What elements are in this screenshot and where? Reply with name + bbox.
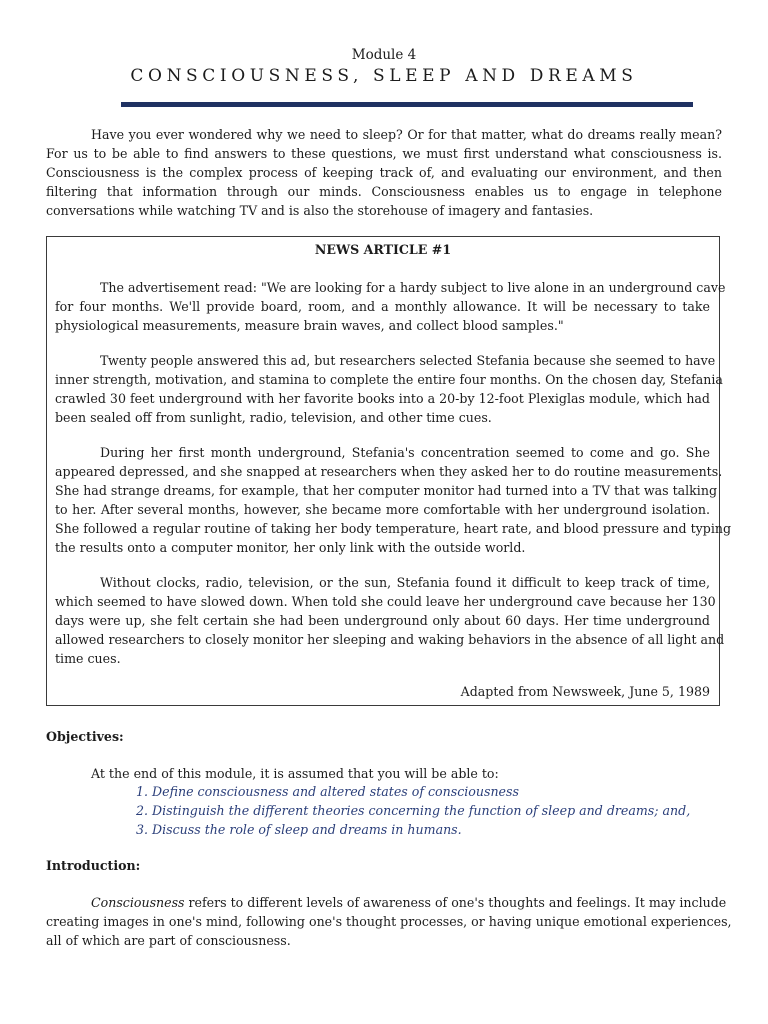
article-line: appeared depressed, and she snapped at researchers when they asked her to do routine measurements. bbox=[55, 464, 723, 479]
article-paragraph-1 bbox=[55, 278, 726, 335]
intro-line: For us to be able to find answers to these questions, we must first understand what consciousness is. bbox=[46, 146, 722, 161]
article-paragraph-2 bbox=[55, 351, 723, 427]
article-line: She followed a regular routine of taking her body temperature, heart rate, and blood pressure and typing bbox=[55, 521, 732, 536]
introduction-paragraph bbox=[46, 893, 732, 950]
module-title: CONSCIOUSNESS, SLEEP AND DREAMS bbox=[130, 66, 638, 86]
intro-line: filtering that information through our minds. Consciousness enables us to engage in telephone bbox=[46, 184, 722, 199]
article-line: allowed researchers to closely monitor her sleeping and waking behaviors in the absence of all light and bbox=[55, 632, 725, 647]
objective-item: 1. Define consciousness and altered states of consciousness bbox=[136, 784, 519, 799]
article-line: Twenty people answered this ad, but researchers selected Stefania because she seemed to have bbox=[100, 353, 716, 368]
intro-line: conversations while watching TV and is also the storehouse of imagery and fantasies. bbox=[46, 203, 594, 218]
objective-item: 3. Discuss the role of sleep and dreams in humans. bbox=[136, 822, 462, 837]
article-line: physiological measurements, measure brain waves, and collect blood samples." bbox=[55, 318, 564, 333]
introduction-line-rest: refers to different levels of awareness of one's thoughts and feelings. It may include bbox=[184, 895, 727, 910]
introduction-heading: Introduction: bbox=[46, 858, 141, 873]
introduction-line bbox=[46, 893, 727, 912]
article-line: She had strange dreams, for example, that her computer monitor had turned into a TV that was talking bbox=[55, 483, 718, 498]
news-article-heading: NEWS ARTICLE #1 bbox=[314, 242, 452, 257]
article-line: been sealed off from sunlight, radio, television, and other time cues. bbox=[55, 410, 492, 425]
article-line: inner strength, motivation, and stamina to complete the entire four months. On the chosen day, Stefania bbox=[55, 372, 723, 387]
article-line: Without clocks, radio, television, or the sun, Stefania found it difficult to keep track of time, bbox=[100, 575, 710, 590]
article-line: During her first month underground, Stefania's concentration seemed to come and go. She bbox=[100, 445, 710, 460]
article-line: crawled 30 feet underground with her favorite books into a 20-by 12-foot Plexiglas module, which had bbox=[55, 391, 710, 406]
article-source: Adapted from Newsweek, June 5, 1989 bbox=[460, 684, 710, 699]
article-paragraph-4 bbox=[55, 573, 725, 668]
objectives-heading: Objectives: bbox=[46, 729, 124, 744]
article-line: days were up, she felt certain she had been underground only about 60 days. Her time underground bbox=[55, 613, 710, 628]
objectives-list bbox=[136, 782, 690, 839]
objective-item: 2. Distinguish the different theories concerning the function of sleep and dreams; and, bbox=[136, 803, 691, 818]
introduction-line: creating images in one's mind, following one's thought processes, or having unique emotional experiences, bbox=[46, 914, 732, 929]
introduction-line: all of which are part of consciousness. bbox=[46, 933, 291, 948]
title-rule bbox=[121, 102, 693, 107]
article-line: time cues. bbox=[55, 651, 121, 666]
article-line: to her. After several months, however, she became more comfortable with her underground isolation. bbox=[55, 502, 710, 517]
module-label: Module 4 bbox=[351, 47, 417, 63]
article-line: the results onto a computer monitor, her only link with the outside world. bbox=[55, 540, 526, 555]
article-line: for four months. We'll provide board, room, and a monthly allowance. It will be necessary to take bbox=[55, 299, 710, 314]
article-line: The advertisement read: "We are looking for a hardy subject to live alone in an underground cave bbox=[100, 280, 726, 295]
article-paragraph-3 bbox=[55, 443, 732, 557]
intro-paragraph bbox=[46, 125, 722, 220]
objectives-lead: At the end of this module, it is assumed that you will be able to: bbox=[91, 766, 499, 781]
intro-line: Have you ever wondered why we need to sleep? Or for that matter, what do dreams really mean? bbox=[91, 127, 722, 142]
intro-line: Consciousness is the complex process of keeping track of, and evaluating our environment, and then bbox=[46, 165, 722, 180]
article-line: which seemed to have slowed down. When told she could leave her underground cave because her 130 bbox=[55, 594, 716, 609]
consciousness-term: Consciousness bbox=[91, 895, 185, 910]
